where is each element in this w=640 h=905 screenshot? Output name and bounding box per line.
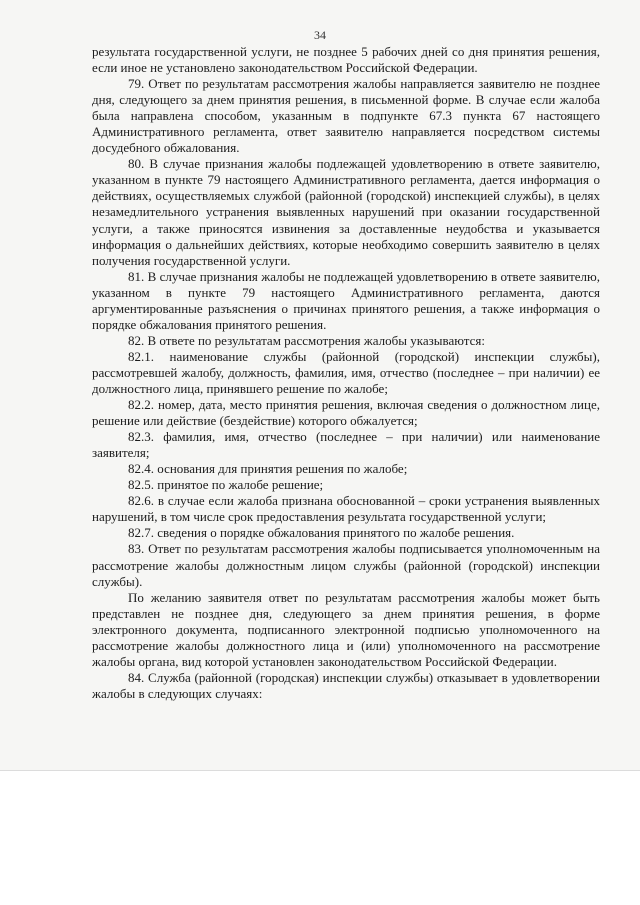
blank-area <box>0 771 640 905</box>
paragraph-82-2: 82.2. номер, дата, место принятия решения, включая сведения о должностном лице, решение или действие (бездействие) которого обжалуется; <box>92 397 600 429</box>
paragraph-82-6: 82.6. в случае если жалоба признана обоснованной – сроки устранения выявленных нарушений, в том числе срок предоставления результата государственной услуги; <box>92 493 600 525</box>
paragraph-84: 84. Служба (районной (городская) инспекции службы) отказывает в удовлетворении жалобы в следующих случаях: <box>92 669 600 701</box>
paragraph-continuation: результата государственной услуги, не позднее 5 рабочих дней со дня принятия решения, если иное не установлено законодательством Российской Федерации. <box>92 44 600 76</box>
page-body <box>92 44 600 702</box>
paragraph-82-4: 82.4. основания для принятия решения по жалобе; <box>128 461 408 477</box>
paragraph-82-1: 82.1. наименование службы (районной (городской) инспекции службы), рассмотревшей жалобу, должность, фамилия, имя, отчество (последнее – при наличии) ее должностного лица, принявшего решение по жалобе; <box>92 348 600 396</box>
paragraph-79: 79. Ответ по результатам рассмотрения жалобы направляется заявителю не позднее дня, следующего за днем принятия решения, в письменной форме. В случае если жалоба была направлена способом, указанным в подпункте 67.3 пункта 67 настоящего Административного регламента, ответ заявителю направляется посредством системы досудебного обжалования. <box>92 76 600 156</box>
page-number: 34 <box>314 28 326 42</box>
paragraph-83-electronic: По желанию заявителя ответ по результатам рассмотрения жалобы может быть представлен не позднее дня, следующего за днем принятия решения, в форме электронного документа, подписанного электронной подписью уполномоченного на рассмотрение жалобы должностного лица и (или) уполномоченного на рассмотрение жалобы органа, вид которой установлен законодательством Российской Федерации. <box>92 589 600 669</box>
paragraph-82-7: 82.7. сведения о порядке обжалования принятого по жалобе решения. <box>128 525 515 541</box>
paragraph-82-3: 82.3. фамилия, имя, отчество (последнее – при наличии) или наименование заявителя; <box>92 429 600 461</box>
paragraph-83: 83. Ответ по результатам рассмотрения жалобы подписывается уполномоченным на рассмотрение жалобы должностным лицом службы (районной (городской) инспекции службы). <box>92 541 600 589</box>
paragraph-80: 80. В случае признания жалобы подлежащей удовлетворению в ответе заявителю, указанном в пункте 79 настоящего Административного регламента, дается информация о действиях, осуществляемых службой (районной (городской) инспекцией службы), в целях незамедлительного устранения выявленных нарушений при оказании государственной услуги, а также приносятся извинения за доставленные неудобства и указывается информация о дальнейших действиях, которые необходимо совершить заявителю в целях получения государственной услуги. <box>92 156 600 268</box>
paragraph-82: 82. В ответе по результатам рассмотрения жалобы указываются: <box>128 332 485 348</box>
paragraph-82-5: 82.5. принятое по жалобе решение; <box>128 477 324 493</box>
paragraph-81: 81. В случае признания жалобы не подлежащей удовлетворению в ответе заявителю, указанном в пункте 79 настоящего Административного регламента, даются аргументированные разъяснения о причинах принятого решения, а также информация о порядке обжалования принятого решения. <box>92 268 600 332</box>
